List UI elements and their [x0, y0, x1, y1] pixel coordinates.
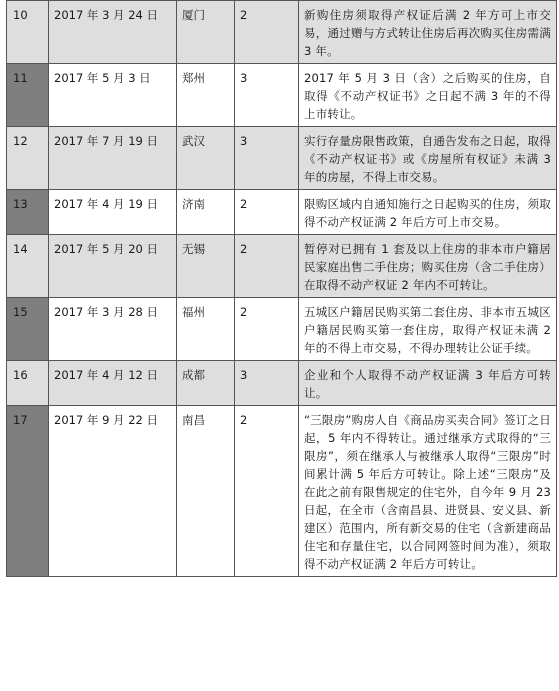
row-city: 武汉	[177, 127, 235, 190]
row-index: 13	[7, 190, 49, 235]
row-index: 16	[7, 361, 49, 406]
row-description: 新购住房须取得产权证后满 2 年方可上市交易，通过赠与方式转让住房后再次购买住房需满 3 年。	[299, 1, 557, 64]
row-date: 2017 年 4 月 19 日	[49, 190, 177, 235]
row-date: 2017 年 3 月 24 日	[49, 1, 177, 64]
row-index: 14	[7, 235, 49, 298]
row-years: 3	[235, 361, 299, 406]
row-city: 济南	[177, 190, 235, 235]
row-years: 2	[235, 235, 299, 298]
row-years: 2	[235, 406, 299, 577]
row-years: 2	[235, 190, 299, 235]
row-description: 暂停对已拥有 1 套及以上住房的非本市户籍居民家庭出售二手住房；购买住房（含二手住房）在取得不动产权证 2 年内不可转让。	[299, 235, 557, 298]
table-row-14	[7, 235, 557, 298]
row-years: 2	[235, 298, 299, 361]
row-index: 15	[7, 298, 49, 361]
row-city: 郑州	[177, 64, 235, 127]
row-index: 12	[7, 127, 49, 190]
row-index: 10	[7, 1, 49, 64]
row-city: 南昌	[177, 406, 235, 577]
row-description: “三限房”购房人自《商品房买卖合同》签订之日起，5 年内不得转让。通过继承方式取得的“三限房”，须在继承人与被继承人取得“三限房”时间累计满 5 年后方可转让。除上述“三限房”及在此之前有限售规定的住宅外，自今年 9 月 23 日起，在全市（含南昌县、进贤县、安义县、新建区）范围内，所有新交易的住宅（含新建商品住宅和存量住宅，以合同网签时间为准），须取得不动产权证满 2 年后方可转让。	[299, 406, 557, 577]
row-years: 3	[235, 127, 299, 190]
row-index: 11	[7, 64, 49, 127]
row-city: 福州	[177, 298, 235, 361]
table-body	[7, 1, 557, 577]
row-date: 2017 年 3 月 28 日	[49, 298, 177, 361]
row-date: 2017 年 9 月 22 日	[49, 406, 177, 577]
row-index: 17	[7, 406, 49, 577]
row-city: 厦门	[177, 1, 235, 64]
table-row-12	[7, 127, 557, 190]
row-description: 限购区域内自通知施行之日起购买的住房，须取得不动产权证满 2 年后方可上市交易。	[299, 190, 557, 235]
row-description: 企业和个人取得不动产权证满 3 年后方可转让。	[299, 361, 557, 406]
row-date: 2017 年 5 月 20 日	[49, 235, 177, 298]
row-city: 无锡	[177, 235, 235, 298]
row-date: 2017 年 4 月 12 日	[49, 361, 177, 406]
table-row-10	[7, 1, 557, 64]
row-years: 3	[235, 64, 299, 127]
row-description: 五城区户籍居民购买第二套住房、非本市五城区户籍居民购买第一套住房，取得产权证未满 2 年的不得上市交易，不得办理转让公证手续。	[299, 298, 557, 361]
table-row-13	[7, 190, 557, 235]
row-years: 2	[235, 1, 299, 64]
row-description: 2017 年 5 月 3 日（含）之后购买的住房，自取得《不动产权证书》之日起不满 3 年的不得上市转让。	[299, 64, 557, 127]
row-city: 成都	[177, 361, 235, 406]
table-row-17	[7, 406, 557, 577]
table-row-15	[7, 298, 557, 361]
row-date: 2017 年 7 月 19 日	[49, 127, 177, 190]
row-description: 实行存量房限售政策，自通告发布之日起，取得《不动产权证书》或《房屋所有权证》未满 3 年的房屋，不得上市交易。	[299, 127, 557, 190]
policy-table	[6, 0, 557, 577]
table-row-11	[7, 64, 557, 127]
row-date: 2017 年 5 月 3 日	[49, 64, 177, 127]
table-row-16	[7, 361, 557, 406]
